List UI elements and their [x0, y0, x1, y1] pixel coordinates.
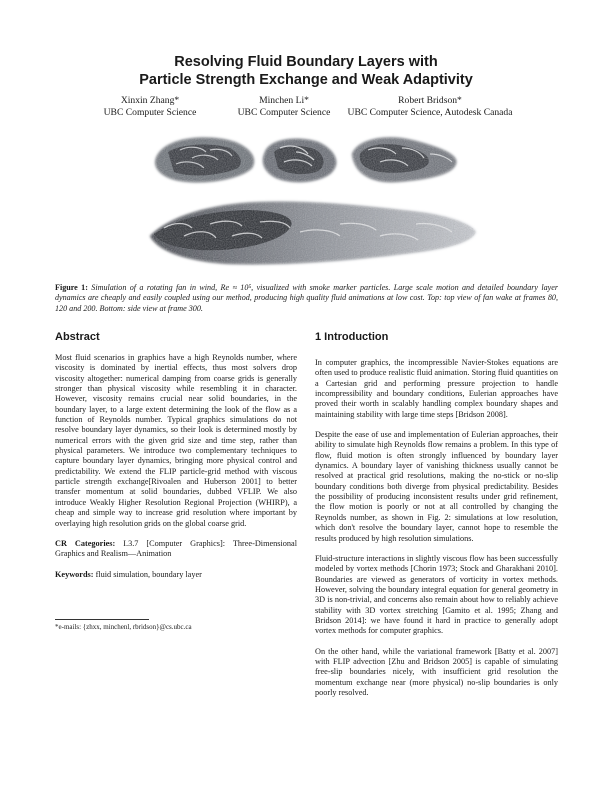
author-affiliation: UBC Computer Science, Autodesk Canada	[347, 106, 513, 118]
author-name: Minchen Li*	[259, 95, 309, 106]
cr-text: I.3.7 [Computer Graphics]: Three-Dimensional Graphics and Realism—Animation	[55, 538, 297, 559]
intro-paragraph: In computer graphics, the incompressible Navier-Stokes equations are often used to produce realistic fluid animation. Storing fluid quantities on a Cartesian grid and performing pressure projection to handle incompressibility and boundary conditions, Eulerian approaches have proved their worth in scalably handling complex boundary shapes and maintaining stability with large time steps [Bridson 2008].	[315, 358, 558, 419]
abstract-text: Most fluid scenarios in graphics have a high Reynolds number, where viscosity is dominated by inertial effects, thus most solvers drop viscosity altogether: numerical damping from coarse grids is generally stronger than physical viscosity while resembling it in character. However, viscosity remains crucial near solid boundaries, in the boundary layer, to a large extent determining the look of the flow as a function of Reynolds number. Typical graphics simulations do not resolve boundary layer dynamics, so their look is determined mostly by numerical errors with the given grid size and time step, rather than physical parameters. We introduce two complementary techniques to capture boundary layer dynamics, bringing more physical control and predictability. We extend the FLIP particle-grid method with viscous particle strength exchange[Rivoalen and Huberson 2001] to better transfer momentum at solid boundaries, dubbed VFLIP. We also introduce Weakly Higher Resolution Regional Projection (WHIRP), a cheap and simple way to increase grid resolution where important by overlaying high resolution grids on the global coarse grid.	[55, 353, 297, 528]
caption-label: Figure 1:	[55, 283, 88, 292]
smoke-side-view-300	[150, 202, 476, 265]
author-block-2	[214, 95, 354, 118]
author-block-3	[334, 95, 526, 118]
title-line-1: Resolving Fluid Boundary Layers with	[174, 54, 438, 70]
author-affiliation: UBC Computer Science	[103, 106, 197, 118]
author-block-1	[80, 95, 220, 118]
footnote-emails: *e-mails: {zhxx, minchenl, rbridson}@cs.ubc.ca	[55, 623, 192, 631]
abstract-column	[55, 353, 297, 590]
intro-paragraph: Despite the ease of use and implementation of Eulerian approaches, their ability to simulate high Reynolds flow remains a problem. In this type of flow, fluid motion is often strongly influenced by boundary layer dynamics. A boundary layer of vanishing thickness usually cannot be resolved at practical grid resolutions, making the no-stick or no-slip boundary conditions both diverge from physical predictability. Besides the possibility of producing inconsistent results under grid refinement, the flow motion is poorly or not at all controlled by changing the Reynolds number, as shown in Fig. 2: simulations at low resolution, which don't resolve the boundary layer, cannot hope to resemble the results produced by high resolution simulations.	[315, 430, 558, 543]
footnote-rule	[55, 619, 149, 620]
author-affiliation: UBC Computer Science	[237, 106, 331, 118]
figure-caption	[55, 283, 558, 314]
cr-categories	[55, 539, 297, 560]
keywords-label: Keywords:	[55, 569, 94, 579]
caption-text: Simulation of a rotating fan in wind, Re ≈ 10⁵, visualized with smoke marker particles. Large scale motion and detailed boundary layer dynamics are cheaply and easily coupled using our method, producing high quality fluid animations at low cost. Top: top view of fan wake at frames 80, 120 and 200. Bottom: side view at frame 300.	[55, 283, 558, 313]
introduction-heading: 1 Introduction	[315, 331, 389, 343]
author-name: Xinxin Zhang*	[120, 95, 180, 106]
title-line-2: Particle Strength Exchange and Weak Adaptivity	[139, 72, 473, 88]
smoke-frame-200	[352, 137, 456, 182]
keywords	[55, 570, 297, 580]
smoke-frame-80	[155, 138, 254, 183]
author-name: Robert Bridson*	[398, 95, 462, 106]
intro-paragraph: Fluid-structure interactions in slightly viscous flow has been successfully modeled by vortex methods [Chorin 1973; Stock and Gharakhani 2010]. Boundaries are viewed as generators of vorticity in vortex methods. However, solving the boundary integral equation for general geometry in 3D is non-trivial, and concerns also remain about how to reliably achieve stability with 3D vortex stretching [Gamito et al. 1995; Zhang and Bridson 2014]: we have found it hard in practice to generally adopt vortex methods for computer graphics.	[315, 553, 558, 636]
abstract-heading: Abstract	[55, 331, 100, 343]
keywords-text: fluid simulation, boundary layer	[95, 569, 202, 579]
smoke-frame-120	[263, 139, 336, 182]
cr-label: CR Categories:	[55, 538, 116, 548]
paper-title	[0, 53, 612, 89]
teaser-figure	[140, 124, 480, 286]
intro-paragraph: On the other hand, while the variational framework [Batty et al. 2007] with FLIP advection [Zhu and Bridson 2005] is capable of simulating free-slip boundaries nicely, with insufficient grid resolution the momentum exchange near (more physical) no-slip boundaries is only poorly resolved.	[315, 646, 558, 697]
introduction-column	[315, 358, 558, 708]
